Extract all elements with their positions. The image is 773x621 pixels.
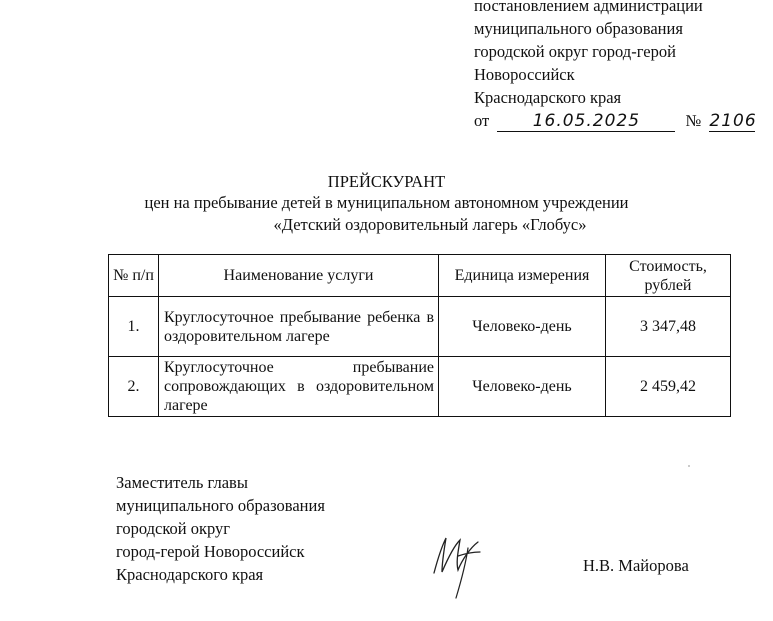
signatory-line: муниципального образования (116, 496, 325, 515)
scan-speck (688, 465, 690, 467)
table-header-row (109, 255, 731, 297)
table-row (109, 357, 731, 417)
price-table (108, 254, 731, 417)
service-unit: Человеко-день (439, 357, 606, 417)
row-number: 1. (109, 297, 159, 357)
header-line: городской округ город-герой (474, 42, 676, 61)
date-prefix: от (474, 111, 490, 130)
header-line: постановлением администрации (474, 0, 703, 15)
signatory-line: город-герой Новороссийск (116, 542, 305, 561)
signature-icon (420, 528, 510, 603)
header-line: Новороссийск (474, 65, 575, 84)
signatory-position (116, 471, 325, 586)
header-price: Стоимость, рублей (606, 255, 731, 297)
header-line: Краснодарского края (474, 88, 622, 107)
header-unit: Единица измерения (439, 255, 606, 297)
service-price: 3 347,48 (606, 297, 731, 357)
date-number-line (474, 109, 755, 132)
document-title: ПРЕЙСКУРАНТ (327, 172, 446, 191)
signatory-line: городской округ (116, 519, 231, 538)
document-subtitle-org: «Детский оздоровительный лагерь «Глобус» (273, 215, 587, 234)
service-price: 2 459,42 (606, 357, 731, 417)
signatory-name: Н.В. Майорова (583, 556, 689, 575)
signatory-line: Краснодарского края (116, 565, 264, 584)
header-name: Наименование услуги (159, 255, 439, 297)
document-subtitle: цен на пребывание детей в муниципальном автономном учреждении (144, 193, 629, 212)
handwritten-date: 16.05.2025 (497, 112, 675, 132)
approval-header (474, 0, 755, 132)
header-num: № п/п (109, 255, 159, 297)
table-row (109, 297, 731, 357)
row-number: 2. (109, 357, 159, 417)
service-name: Круглосуточное пребывание сопровождающих в оздоровительном лагере (159, 357, 439, 417)
handwritten-number: 2106 (709, 111, 757, 131)
number-sign: № (685, 111, 702, 130)
service-name: Круглосуточное пребывание ребенка в оздоровительном лагере (159, 297, 439, 357)
signatory-line: Заместитель главы (116, 473, 248, 492)
service-unit: Человеко-день (439, 297, 606, 357)
header-line: муниципального образования (474, 19, 683, 38)
